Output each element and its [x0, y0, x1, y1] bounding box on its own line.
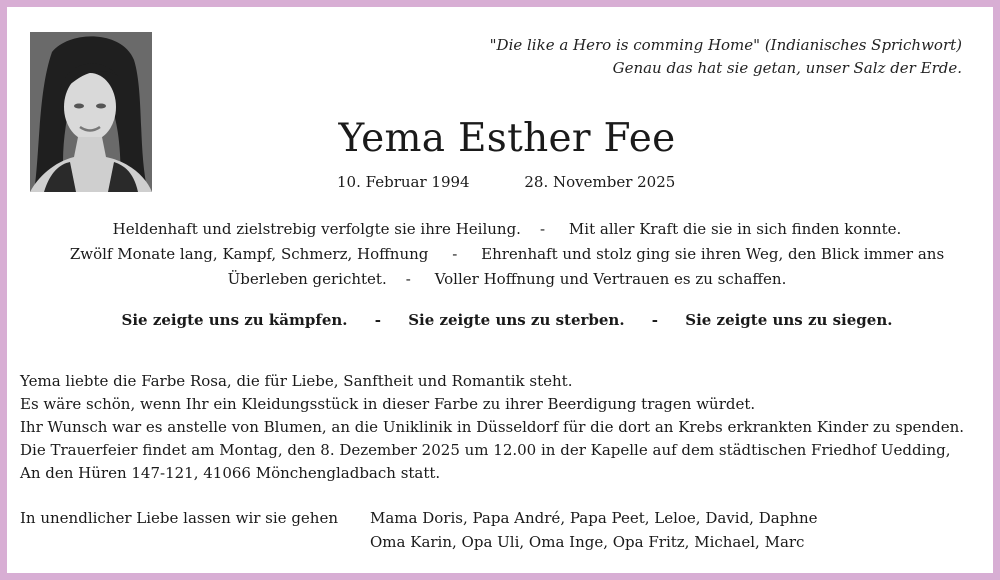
portrait-photo	[30, 32, 152, 192]
motto-line	[19, 309, 995, 331]
motto-part-1: Sie zeigte uns zu kämpfen.	[121, 311, 348, 329]
poem-line-1: Heldenhaft und zielstrebig verfolgte sie ihre Heilung. - Mit aller Kraft die sie in sich finden konnte.	[112, 220, 902, 238]
quote-line-2: Genau das hat sie getan, unser Salz der Erde.	[612, 59, 962, 77]
funeral-details	[20, 370, 1000, 485]
body-line-1: Yema liebte die Farbe Rosa, die für Liebe, Sanftheit und Romantik steht.	[20, 372, 573, 390]
poem-line-3: Überleben gerichtet. - Voller Hoffnung und Vertrauen es zu schaffen.	[227, 270, 787, 288]
family-names-line-1: Mama Doris, Papa André, Papa Peet, Leloe, David, Daphne	[370, 509, 818, 527]
body-line-2: Es wäre schön, wenn Ihr ein Kleidungsstück in dieser Farbe zu ihrer Beerdigung tragen würdet.	[20, 395, 756, 413]
motto-separator-1: -	[374, 311, 381, 329]
body-line-4: Die Trauerfeier findet am Montag, den 8. Dezember 2025 um 12.00 in der Kapelle auf dem städtischen Friedhof Uedding,	[20, 441, 951, 459]
poem-line-2: Zwölf Monate lang, Kampf, Schmerz, Hoffnung - Ehrenhaft und stolz ging sie ihren Weg, den Blick immer ans	[69, 245, 945, 263]
motto-separator-2: -	[651, 311, 659, 329]
portrait-image	[30, 32, 152, 192]
family-label: In unendlicher Liebe lassen wir sie gehen	[20, 509, 339, 527]
motto-part-3: Sie zeigte uns zu siegen.	[685, 311, 893, 329]
motto-part-2: Sie zeigte uns zu sterben.	[408, 311, 625, 329]
quote-line-1: "Die like a Hero is comming Home" (Indianisches Sprichwort)	[489, 36, 962, 54]
body-line-5: An den Hüren 147-121, 41066 Mönchengladbach statt.	[20, 464, 441, 482]
deceased-name: Yema Esther Fee	[338, 116, 676, 161]
death-date: 28. November 2025	[524, 173, 676, 191]
family-names	[370, 506, 818, 554]
family-names-line-2: Oma Karin, Opa Uli, Oma Inge, Opa Fritz, Michael, Marc	[370, 533, 805, 551]
life-dates	[337, 172, 675, 192]
body-line-3: Ihr Wunsch war es anstelle von Blumen, an die Uniklinik in Düsseldorf für die dort an Krebs erkrankten Kinder zu spenden.	[20, 418, 965, 436]
quote-block	[402, 34, 962, 80]
tribute-poem	[19, 217, 995, 292]
birth-date: 10. Februar 1994	[337, 173, 470, 191]
